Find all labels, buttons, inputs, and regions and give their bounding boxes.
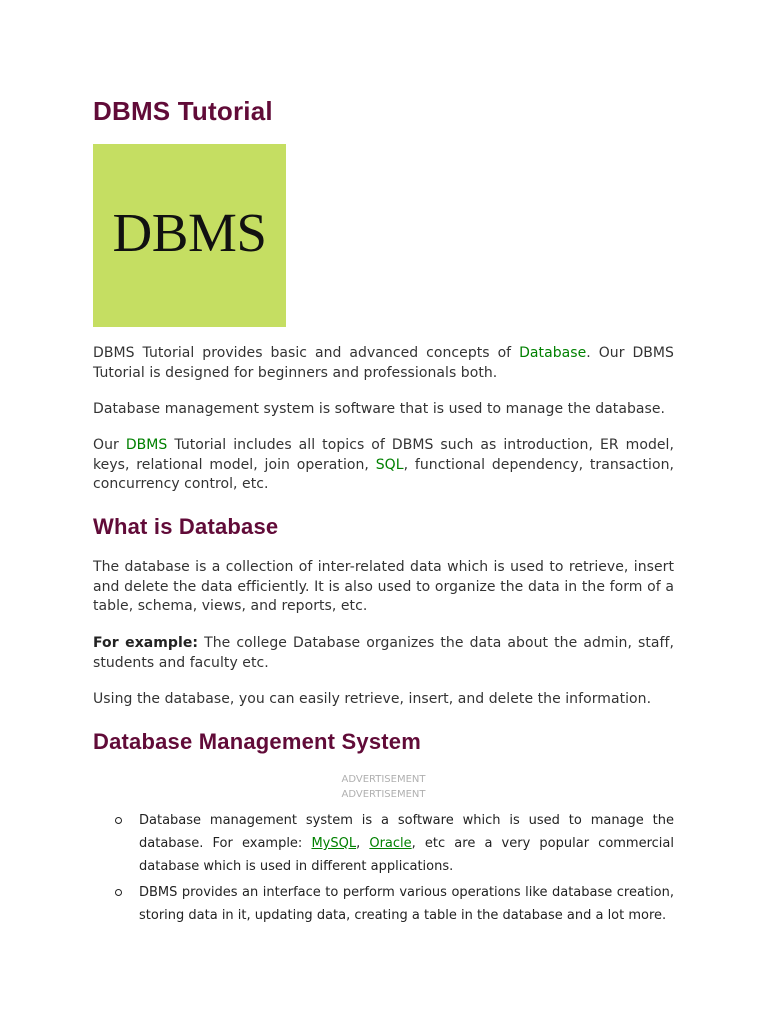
bullet1-text-b: , etc are a very popular commercial database which is used in different applications. xyxy=(139,836,674,874)
dbms-bullet-list xyxy=(93,809,674,930)
intro-text-a: DBMS Tutorial provides basic and advanced concepts of xyxy=(93,345,520,361)
intro-p3-text-c: , functional dependency, transaction, concurrency control, etc. xyxy=(93,456,675,493)
intro-paragraph-1 xyxy=(93,344,674,383)
bullet1-separator: , xyxy=(356,836,370,851)
intro-paragraph-2: Database management system is software that is used to manage the database. xyxy=(93,401,666,417)
heading-dbms: Database Management System xyxy=(93,729,421,754)
logo-text: DBMS xyxy=(112,202,267,263)
list-item xyxy=(93,809,674,878)
intro-text-b: . Our DBMS Tutorial is designed for beginners and professionals both. xyxy=(93,345,674,381)
intro-paragraph-3 xyxy=(93,436,674,495)
sql-link[interactable]: SQL xyxy=(375,456,404,473)
database-link[interactable]: Database xyxy=(519,345,587,361)
bullet2-text: DBMS provides an interface to perform various operations like database creation, storing data in it, updating data, creating a table in the database and a lot more. xyxy=(139,885,674,923)
mysql-link[interactable]: MySQL xyxy=(311,836,357,851)
advertisement-label-2: ADVERTISEMENT xyxy=(341,789,426,800)
example-text: The college Database organizes the data about the admin, staff, students and faculty etc. xyxy=(93,635,675,671)
example-paragraph xyxy=(93,634,674,673)
circle-bullet-icon xyxy=(115,889,122,896)
usage-paragraph: Using the database, you can easily retrieve, insert, and delete the information. xyxy=(93,691,652,707)
circle-bullet-icon xyxy=(115,817,122,824)
heading-what-is-database: What is Database xyxy=(93,514,279,539)
database-definition-paragraph: The database is a collection of inter-related data which is used to retrieve, insert and delete the data efficiently. It is also used to organize the data in the form of a table, schema, views, and reports, etc. xyxy=(93,559,674,615)
bullet1-text-a: Database management system is a software which is used to manage the database. For example: xyxy=(139,813,674,851)
oracle-link[interactable]: Oracle xyxy=(369,836,412,851)
intro-p3-text-a: Our xyxy=(93,437,126,453)
dbms-logo-image xyxy=(93,144,286,327)
dbms-link[interactable]: DBMS xyxy=(125,437,168,453)
list-item xyxy=(93,881,674,927)
intro-p3-text-b: Tutorial includes all topics of DBMS such as introduction, ER model, keys, relational model, join operation, xyxy=(93,437,674,473)
advertisement-label-1: ADVERTISEMENT xyxy=(341,774,426,785)
page-title: DBMS Tutorial xyxy=(93,96,273,126)
example-label: For example: xyxy=(93,635,199,651)
